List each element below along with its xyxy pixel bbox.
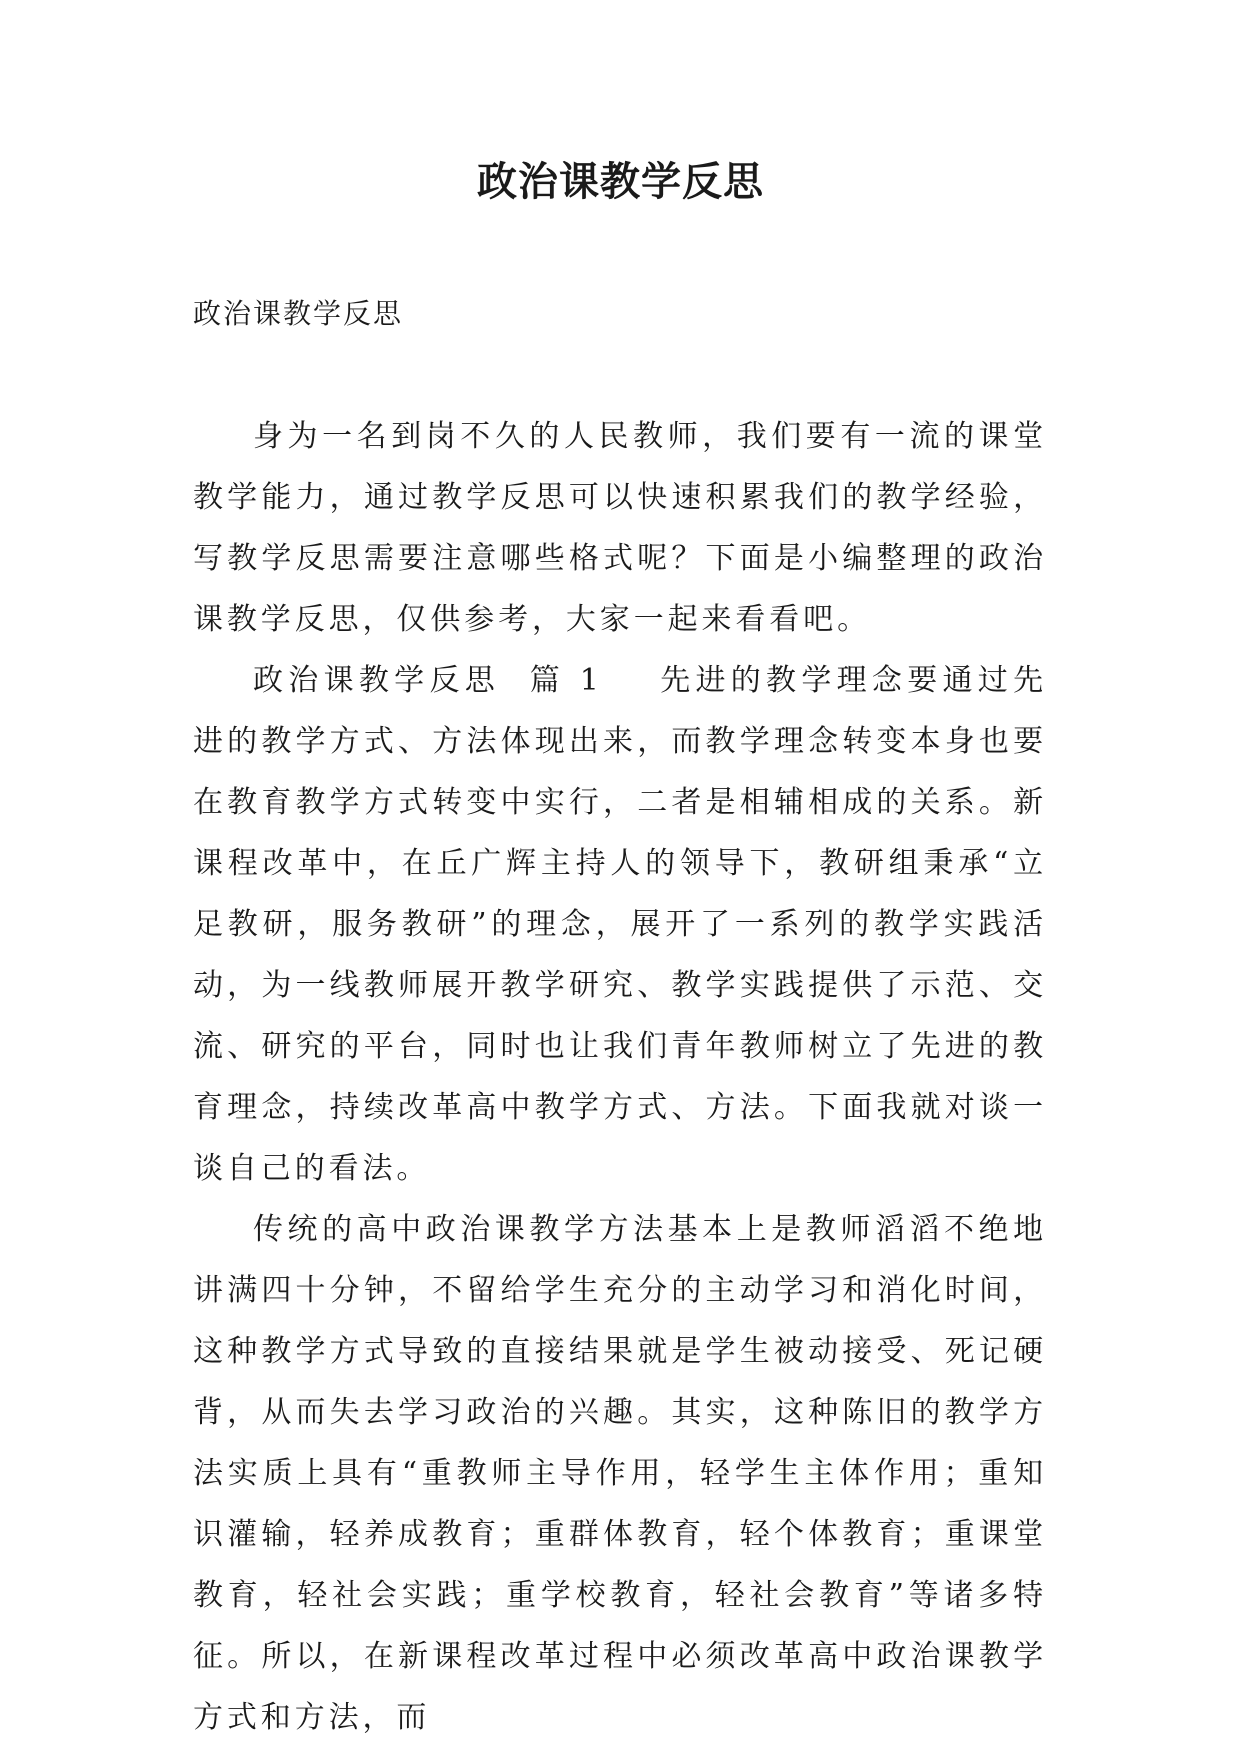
document-subtitle: 政治课教学反思: [193, 297, 404, 330]
document-title: 政治课教学反思: [477, 158, 764, 205]
intro-paragraph: 身为一名到岗不久的人民教师，我们要有一流的课堂教学能力，通过教学反思可以快速积累我们的教学经验，写教学反思需要注意哪些格式呢？下面是小编整理的政治课教学反思，仅供参考，大家一起来看看吧。: [193, 419, 1047, 637]
paragraph-3: 传统的高中政治课教学方法基本上是教师滔滔不绝地讲满四十分钟，不留给学生充分的主动学习和消化时间，这种教学方式导致的直接结果就是学生被动接受、死记硬背，从而失去学习政治的兴趣。其实，这种陈旧的教学方法实质上具有“重教师主导作用，轻学生主体作用；重知识灌输，轻养成教育；重群体教育，轻个体教育；重课堂教育，轻社会实践；重学校教育，轻社会教育”等诸多特征。所以，在新课程改革过程中必须改革高中政治课教学方式和方法，而: [193, 1212, 1047, 1735]
document-body: [193, 406, 1047, 1748]
section-1-paragraph: [193, 650, 1047, 1199]
section-1-text: 先进的教学理念要通过先进的教学方式、方法体现出来，而教学理念转变本身也要在教育教学方式转变中实行，二者是相辅相成的关系。新课程改革中，在丘广辉主持人的领导下，教研组秉承“立足教研，服务教研”的理念，展开了一系列的教学实践活动，为一线教师展开教学研究、教学实践提供了示范、交流、研究的平台，同时也让我们青年教师树立了先进的教育理念，持续改革高中教学方式、方法。下面我就对谈一谈自己的看法。: [193, 663, 1047, 1186]
section-1-heading: 政治课教学反思 篇 1: [253, 663, 603, 698]
